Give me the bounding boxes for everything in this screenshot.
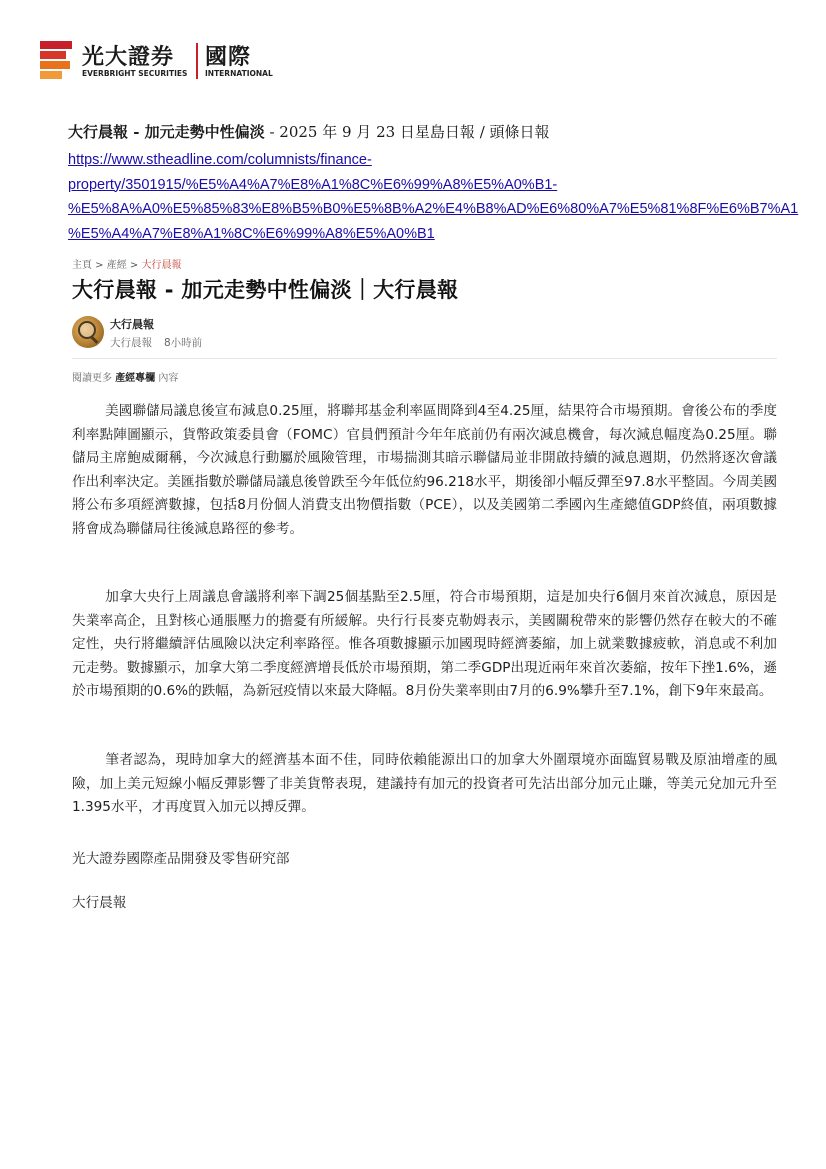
source-url-line-2[interactable]: property/3501915/%E5%A4%A7%E8%A1%8C%E6%99%A8%E5%A0%B1- (68, 176, 558, 193)
company-logo (40, 40, 280, 82)
document-title: 大行晨報 - 加元走勢中性偏淡 (68, 123, 265, 141)
article-paragraph (72, 749, 777, 820)
signature: 大行晨報 (72, 895, 127, 911)
paragraph-text: 筆者認為，現時加拿大的經濟基本面不佳，同時依賴能源出口的加拿大外圍環境亦面臨貿易戰及原油增產的風險，加上美元短線小幅反彈影響了非美貨幣表現，建議持有加元的投資者可先沽出部分加元止賺，等美元兌加元升至1.395水平，才再度買入加元以搏反彈。 (72, 752, 777, 815)
divider (72, 358, 777, 359)
read-more-prefix: 閱讀更多 (72, 373, 116, 384)
source-url-line-1[interactable]: https://www.stheadline.com/columnists/finance- (68, 152, 372, 168)
article-paragraph (72, 400, 777, 541)
breadcrumb-current[interactable]: 大行晨報 (141, 260, 182, 271)
breadcrumb (72, 256, 182, 271)
author-meta (110, 335, 202, 350)
everbright-logo-icon (40, 41, 72, 79)
article-title: 大行晨報 - 加元走勢中性偏淡｜大行晨報 (72, 278, 459, 302)
author-column: 大行晨報 (110, 337, 152, 349)
author-name[interactable]: 大行晨報 (110, 318, 154, 331)
research-department: 光大證券國際產品開發及零售研究部 (72, 851, 290, 867)
magnifier-handle-icon (90, 335, 98, 343)
logo-brand-english: EVERBRIGHT SECURITIES (82, 69, 188, 78)
article-paragraph (72, 586, 777, 704)
paragraph-text: 美國聯儲局議息後宣布減息0.25厘，將聯邦基金利率區間降到4至4.25厘，結果符合市場預期。會後公布的季度利率點陣圖顯示，貨幣政策委員會（FOMC）官員們預計今年年底前仍有兩次減息機會，每次減息幅度為0.25厘。聯儲局主席鮑威爾稱，今次減息行動屬於風險管理，市場揣測其暗示聯儲局並非開啟持續的減息週期，仍然將逐次會議作出利率決定。美匯指數於聯儲局議息後曾跌至今年低位約96.218水平，期後卻小幅反彈至97.8水平整固。今周美國將公布多項經濟數據，包括8月份個人消費支出物價指數（PCE），以及美國第二季國內生產總值GDP終值，兩項數據將會成為聯儲局往後減息路徑的參考。 (72, 403, 777, 537)
read-more-link[interactable]: 產經專欄 (115, 373, 156, 384)
source-url-line-3[interactable]: %E5%8A%A0%E5%85%83%E8%B5%B0%E5%8B%A2%E4%B8%AD%E6%80%A7%E5%81%8F%E6%B7%A1 (68, 201, 799, 217)
read-more (72, 369, 178, 384)
logo-brand-chinese-international: 國際 (205, 45, 252, 70)
document-heading (68, 122, 768, 142)
source-url[interactable] (68, 148, 799, 246)
author-block (72, 316, 777, 358)
logo-brand-english-international: INTERNATIONAL (205, 69, 273, 78)
paragraph-text: 加拿大央行上周議息會議將利率下調25個基點至2.5厘，符合市場預期，這是加央行6個月來首次減息，原因是失業率高企，且對核心通脹壓力的擔憂有所緩解。央行行長麥克勒姆表示，美國關稅帶來的影響仍然存在較大的不確定性，央行將繼續評估風險以決定利率路徑。惟各項數據顯示加國現時經濟萎縮，加上就業數據疲軟，消息或不利加元走勢。數據顯示，加拿大第二季度經濟增長低於市場預期，第二季GDP出現近兩年來首次萎縮，按年下挫1.6%，遜於市場預期的0.6%的跌幅，為新冠疫情以來最大降幅。8月份失業率則由7月的6.9%攀升至7.1%，創下9年來最高。 (72, 589, 777, 699)
logo-separator (196, 43, 198, 79)
publish-time: 8小時前 (164, 337, 203, 349)
document-source-date: - 2025 年 9 月 23 日星島日報 / 頭條日報 (264, 123, 550, 141)
avatar[interactable] (72, 316, 104, 348)
breadcrumb-section[interactable]: 產經 (106, 260, 127, 271)
read-more-suffix: 內容 (155, 373, 179, 384)
breadcrumb-home[interactable]: 主頁 (72, 260, 92, 271)
logo-brand-chinese: 光大證券 (82, 45, 175, 70)
source-url-line-4[interactable]: %E5%A4%A7%E8%A1%8C%E6%99%A8%E5%A0%B1 (68, 225, 435, 242)
breadcrumb-separator: > (126, 260, 142, 271)
breadcrumb-separator: > (92, 260, 107, 271)
